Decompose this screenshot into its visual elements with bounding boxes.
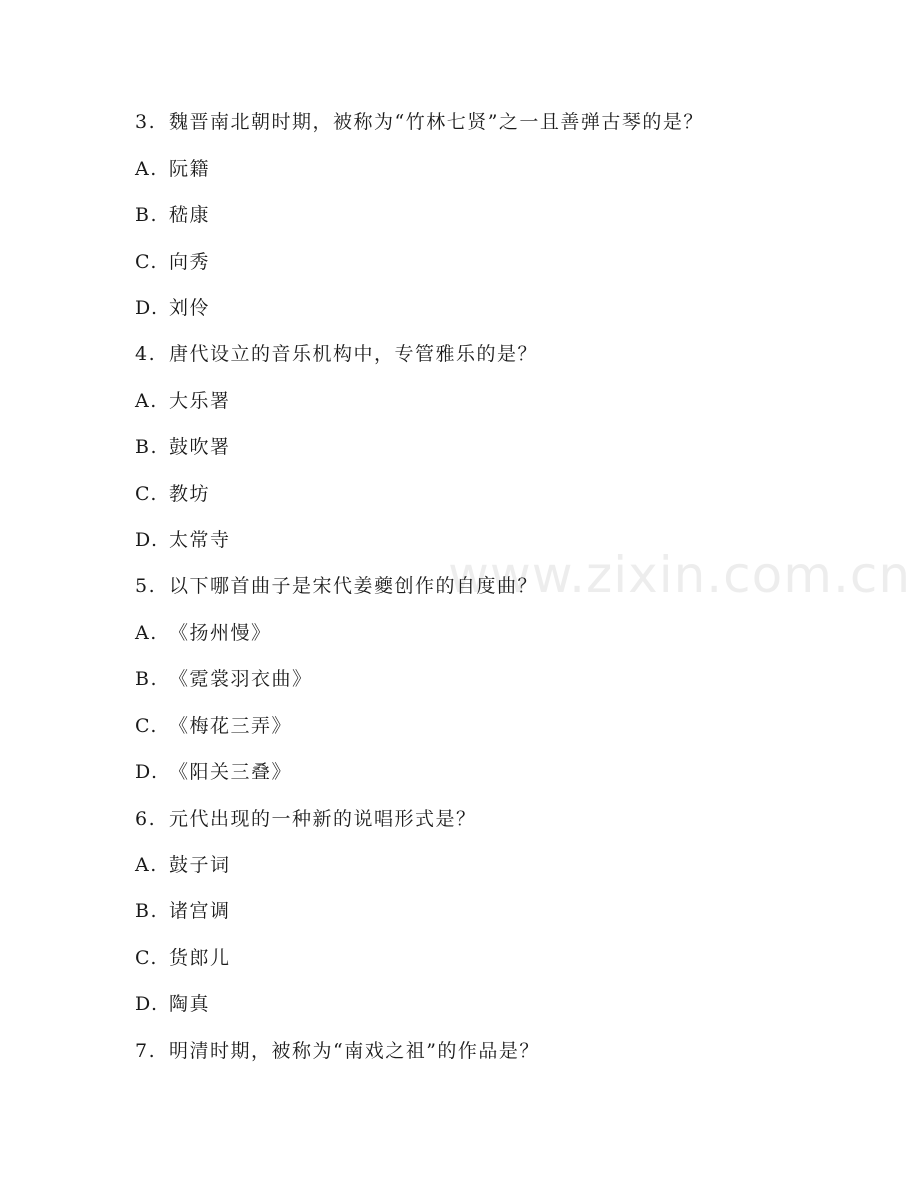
option-6-d [135,989,210,1019]
option-letter: B. [135,900,159,922]
option-letter: C. [135,715,158,737]
option-text: 《霓裳羽衣曲》 [169,668,313,690]
question-number: 7. [135,1040,157,1062]
question-4 [135,339,538,369]
question-5 [135,571,538,601]
question-6 [135,804,477,834]
option-text: 阮籍 [169,158,211,180]
question-text: 唐代设立的音乐机构中，专管雅乐的是？ [169,343,539,365]
question-7 [135,1036,540,1066]
option-letter: C. [135,947,158,969]
question-text: 明清时期，被称为“南戏之祖”的作品是？ [169,1040,540,1062]
option-letter: A. [135,158,158,180]
option-letter: A. [135,390,158,412]
option-6-a [135,850,231,880]
option-text: 《梅花三弄》 [169,715,293,737]
option-letter: D. [135,529,159,551]
option-text: 鼓吹署 [169,436,231,458]
option-letter: B. [135,436,159,458]
option-3-b [135,200,210,230]
question-3 [135,107,704,137]
question-text: 元代出现的一种新的说唱形式是？ [169,808,477,830]
option-text: 教坊 [169,483,211,505]
question-number: 6. [135,808,157,830]
option-6-c [135,943,231,973]
option-text: 向秀 [169,251,211,273]
option-4-d [135,525,231,555]
option-4-c [135,479,210,509]
option-text: 诸宫调 [169,900,231,922]
option-letter: D. [135,993,159,1015]
option-letter: B. [135,204,159,226]
watermark: www.zixin.com.cn [448,546,912,604]
option-letter: D. [135,761,159,783]
option-text: 太常寺 [169,529,231,551]
option-5-b [135,664,313,694]
question-text: 以下哪首曲子是宋代姜夔创作的自度曲？ [169,575,539,597]
option-4-b [135,432,231,462]
option-6-b [135,896,231,926]
option-text: 《扬州慢》 [169,622,272,644]
option-3-d [135,293,210,323]
option-3-c [135,247,210,277]
option-text: 嵇康 [169,204,211,226]
question-number: 5. [135,575,157,597]
option-letter: C. [135,483,158,505]
question-text: 魏晋南北朝时期，被称为“竹林七贤”之一且善弹古琴的是？ [169,111,704,133]
option-5-d [135,757,292,787]
option-letter: C. [135,251,158,273]
option-letter: D. [135,297,159,319]
option-text: 大乐署 [169,390,231,412]
option-5-a [135,618,272,648]
option-letter: A. [135,854,158,876]
option-text: 陶真 [169,993,211,1015]
option-text: 刘伶 [169,297,211,319]
option-5-c [135,711,292,741]
question-number: 4. [135,343,157,365]
option-text: 鼓子词 [169,854,231,876]
option-4-a [135,386,231,416]
option-letter: B. [135,668,159,690]
option-text: 《阳关三叠》 [169,761,293,783]
option-text: 货郎儿 [169,947,231,969]
option-3-a [135,154,210,184]
question-number: 3. [135,111,157,133]
option-letter: A. [135,622,158,644]
